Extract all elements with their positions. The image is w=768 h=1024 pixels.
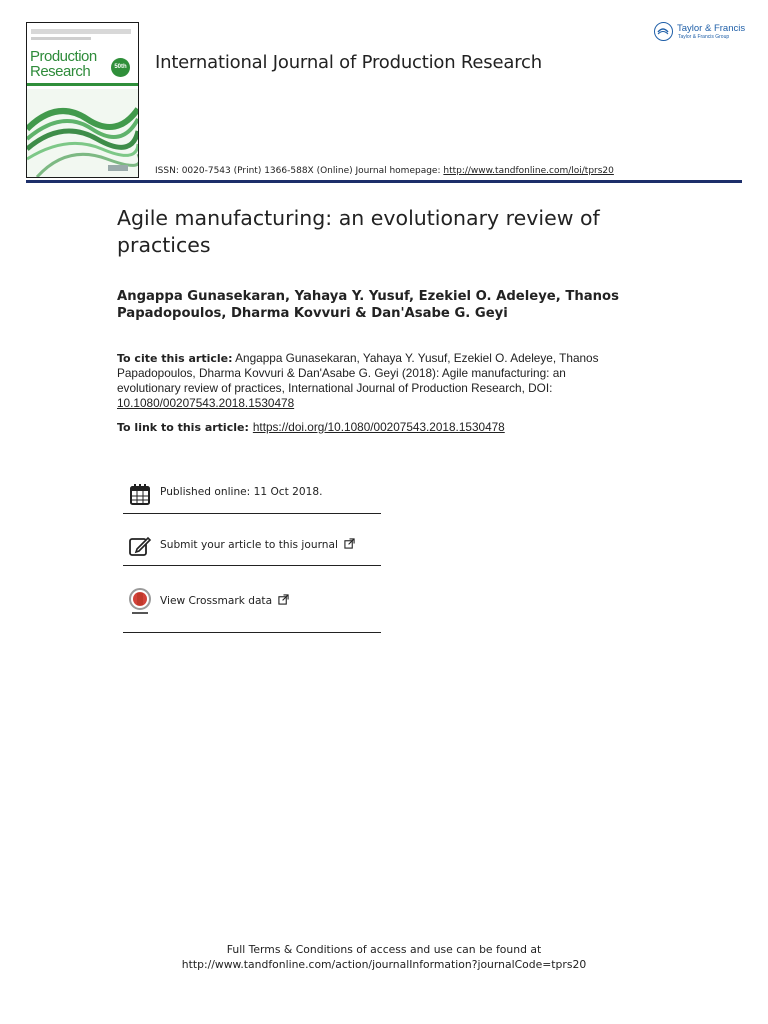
external-link-icon bbox=[344, 538, 355, 549]
tf-logo-name: Taylor & Francis bbox=[677, 23, 746, 34]
taylor-francis-logo[interactable] bbox=[654, 22, 750, 48]
footer-terms-link[interactable]: http://www.tandfonline.com/action/journalInformation?journalCode=tprs20 bbox=[181, 958, 587, 971]
published-online-row bbox=[123, 480, 381, 514]
cite-doi-link[interactable]: 10.1080/00207543.2018.1530478 bbox=[117, 396, 295, 410]
article-doi-link[interactable]: https://doi.org/10.1080/00207543.2018.1530478 bbox=[252, 420, 505, 434]
cite-label: To cite this article: bbox=[117, 352, 233, 365]
citation-block bbox=[117, 351, 617, 411]
crossmark-row[interactable] bbox=[123, 585, 381, 633]
published-online-text: Published online: 11 Oct 2018. bbox=[160, 486, 323, 498]
article-link-block bbox=[117, 420, 505, 434]
cover-anniversary-badge: 50th bbox=[111, 58, 130, 77]
external-link-icon bbox=[278, 594, 289, 605]
cover-journal-name: Production Research bbox=[30, 48, 97, 80]
crossmark-text: View Crossmark data bbox=[160, 595, 273, 607]
header-rule bbox=[26, 180, 742, 183]
issn-line: ISSN: 0020-7543 (Print) 1366-588X (Online) Journal homepage: http://www.tandfonline.com/loi/tprs20 bbox=[155, 166, 614, 176]
journal-cover-image bbox=[26, 22, 139, 178]
tf-logo-icon bbox=[654, 22, 673, 41]
submit-article-row[interactable] bbox=[123, 532, 381, 566]
footer-terms-text: Full Terms & Conditions of access and use can be found at bbox=[226, 943, 542, 956]
calendar-icon bbox=[128, 482, 152, 506]
article-title: Agile manufacturing: an evolutionary review of practices bbox=[117, 206, 600, 257]
footer bbox=[0, 942, 768, 972]
edit-icon bbox=[128, 534, 152, 558]
tf-logo-tagline: Taylor & Francis Group bbox=[678, 34, 730, 40]
cover-wave-graphic bbox=[27, 89, 138, 177]
article-authors: Angappa Gunasekaran, Yahaya Y. Yusuf, Ezekiel O. Adeleye, Thanos Papadopoulos, Dharma Kovvuri & Dan'Asabe G. Geyi bbox=[117, 289, 619, 321]
crossmark-icon bbox=[128, 587, 152, 617]
submit-article-text: Submit your article to this journal bbox=[160, 539, 338, 551]
journal-title: International Journal of Production Research bbox=[155, 52, 542, 73]
cite-text: Angappa Gunasekaran, Yahaya Y. Yusuf, Ezekiel O. Adeleye, Thanos Papadopoulos, Dharma Kovvuri & Dan'Asabe G. Geyi (2018): Agile manufacturing: an evolutionary review of practices, International Journal of Production Research, DOI: bbox=[117, 351, 599, 395]
link-label: To link to this article: bbox=[117, 421, 249, 434]
journal-homepage-link[interactable]: http://www.tandfonline.com/loi/tprs20 bbox=[443, 166, 614, 176]
